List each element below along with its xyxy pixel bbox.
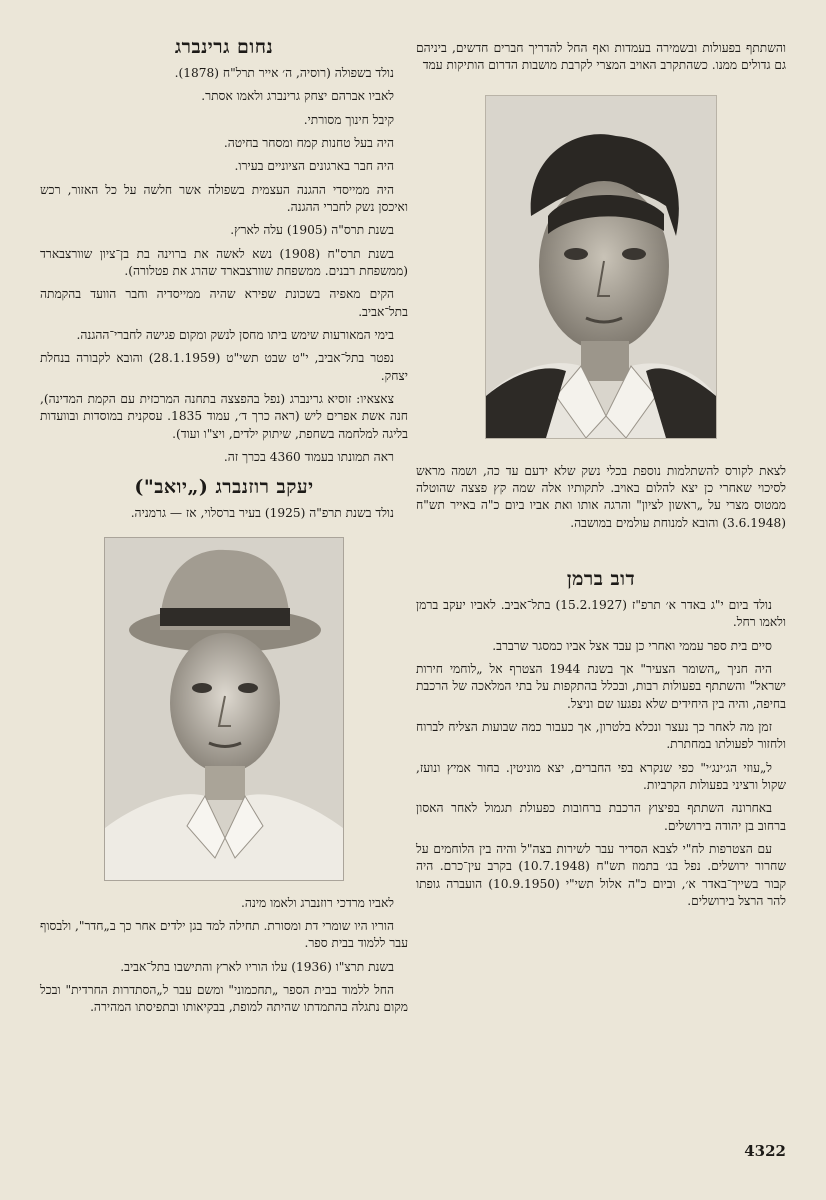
dov-paragraph: נולד ביום י"ג באדר א׳ תרפ"ז (15.2.1927) בתל־אביב. לאביו יעקב ברמן ולאמו רחל.: [416, 597, 786, 630]
nachum-paragraph: לאביו אברהם יצחק גרינברג ולאמו אסתר.: [201, 89, 394, 104]
portrait-photo-youth: [485, 95, 717, 439]
right-column: [416, 40, 786, 916]
nachum-paragraph: בימי המאורעות שימש ביתו מחסן לנשק ומקום פגישה לחברי־ההגנה.: [76, 327, 394, 342]
yaakov-paragraph: החל ללמוד בבית הספר „תחכמוני" ומשם עבר ל„הסתדרות החרדית" ובכל מקום נתגלה בהתמדתו שהיתה למופת, בבקיאותו ובתפיסתו המהירה.: [40, 982, 408, 1015]
dov-berman-heading: דוב ברמן: [566, 567, 636, 590]
yaakov-paragraph: הוריו היו שומרי דת ומסורת. תחילה למד בגן ילדים אחר כך ב„חדר", ולבסוף עבר ללמוד בבית ספר.: [40, 918, 408, 951]
yaakov-paragraph: בשנת תרצ"ו (1936) עלו הוריו לארץ והתישבו בתל־אביב.: [120, 959, 394, 974]
nachum-paragraph: היה ממייסדי ההגנה העצמית בשפולה אשר חלשה על כל האזור, רכש ואיכסן נשק לחברי ההגנה.: [40, 182, 408, 214]
nachum-greenberg-heading: נחום גרינברג: [174, 36, 274, 58]
nachum-paragraph: צאצאיו: זוסיא גרינברג (נפל בהפצצה בתחנה המרכזית עם הקמת המדינה), חנה אשת אפרים ליש (ראה כרך ד׳, עמוד 1835. עסקנית במוסדות ובוועדות בליגה למלחמה בשחפת, שיתוק ילדים, ויצ"ו ועוד).: [40, 391, 409, 441]
dov-paragraph: ל„עוזי הג׳ינג׳י" כפי שנקרא בפי החברים, יצא מוניטין. בחור אמיץ ונועז, שקול ורציני בפעולות הקרביות.: [416, 760, 786, 792]
nachum-paragraph: בשנת תרס"ח (1908) נשא לאשה את ברוינה בת בן־ציון שוורצבארד (ממשפחת רבנים. ממשפחת שוורצבארד שהרג את פטלורה).: [40, 246, 408, 278]
dov-paragraph: סיים בית ספר עממי ואחרי כן עבד אצל אביו כמסגר שרברב.: [492, 638, 772, 653]
yaakov-paragraph: לאביו מרדכי רוזנברג ולאמו מינה.: [240, 895, 394, 910]
dov-paragraph: עם הצטרפות לח"י לצבא הסדיר עבר לשירות בצה"ל והיה בין הלוחמים על שחרור ירושלים. נפל בג׳ בתמוז תש"ח (10.7.1948) בקרב עין־כרם. היה קבור בשייך־באדר א׳, וביום כ"ה אלול תשי"י (10.9.1950) הועברה גופתו להר הרצל בירושלים.: [416, 841, 786, 908]
dov-paragraph: זמן מה לאחר כך נעצר ונכלא בלטרון, אך כעבור כמה שבועות הצליח לברוח ולחזור לפעולתו במחתרת.: [416, 719, 786, 752]
page-number: 4322: [744, 1142, 786, 1160]
nachum-paragraph: הקים מאפיה בשכונת שפירא שהיה ממייסדיה וחבר הוועד בהקמתה בתל־אביב.: [40, 287, 408, 319]
nachum-paragraph: היה בעל טחנות קמח ומסחר בחיטה.: [223, 135, 394, 150]
yaakov-rosenberg-heading: יעקב רוזנברג („יואב"): [134, 476, 314, 499]
dov-paragraph: היה חניך „השומר הצעיר" אך בשנת 1944 הצטרף אל „לוחמי חירות ישראל" והשתתף בפעולות רבות, ובכלל בהתקפות על בתי המלאכה של הרכבת בחיפה, והיה בין היחידים שלא נפגעו שם וניצל.: [416, 661, 786, 711]
left-column: [40, 36, 408, 1023]
dov-paragraph: באחרונה השתתף בפיצוץ הרכבת ברחובות כפעולת תגמול לאחר האסון ברחוב בן יהודה בירושלים.: [416, 801, 786, 833]
intro-paragraph: והשתתף בפעולות ובשמירה בעמדות ואף החל להדריך חברים חדשים, ביניהם גם גדולים ממנו. כשהתקרב האויב המצרי לקרבת מושבות הדרום הותיקות עמד: [416, 41, 786, 73]
nachum-paragraph: נפטר בתל־אביב, י"ט שבט תשי"ט (28.1.1959) והובא לקבורה בנחלת יצחק.: [40, 351, 408, 383]
after-photo-paragraph: לצאת לקורס להשתלמות נוספת בכלי נשק שלא ידעם עד כה, ושמה מראש לסיכוי שאחרי כן יצא להלום באויב. לתקותיו אלה שמה קץ פצצה שהוטלה ממטוס מצרי על „ראשון לציון" והרגה אותו ואת אביו ביום כ"ה באייר תש"ח (3.6.1948) והובא למנוחת עולמים במושבה.: [416, 463, 786, 530]
nachum-paragraph: קיבל חינוך מסורתי.: [303, 112, 394, 127]
nachum-paragraph: היה חבר בארגונים הציוניים בעירו.: [234, 159, 394, 174]
nachum-paragraph: נולד בשפולה (רוסיה, ה׳ אייר תרל"ח (1878).: [174, 66, 394, 80]
portrait-photo-hat: [104, 537, 344, 881]
nachum-paragraph: ראה תמונתו בעמוד 4360 בכרך זה.: [223, 449, 394, 464]
nachum-paragraph: בשנת תרס"ה (1905) עלה לארץ.: [230, 223, 394, 238]
yaakov-intro: נולד בשנת תרפ"ה (1925) בעיר ברסלוי, אז — גרמניה.: [130, 506, 394, 521]
